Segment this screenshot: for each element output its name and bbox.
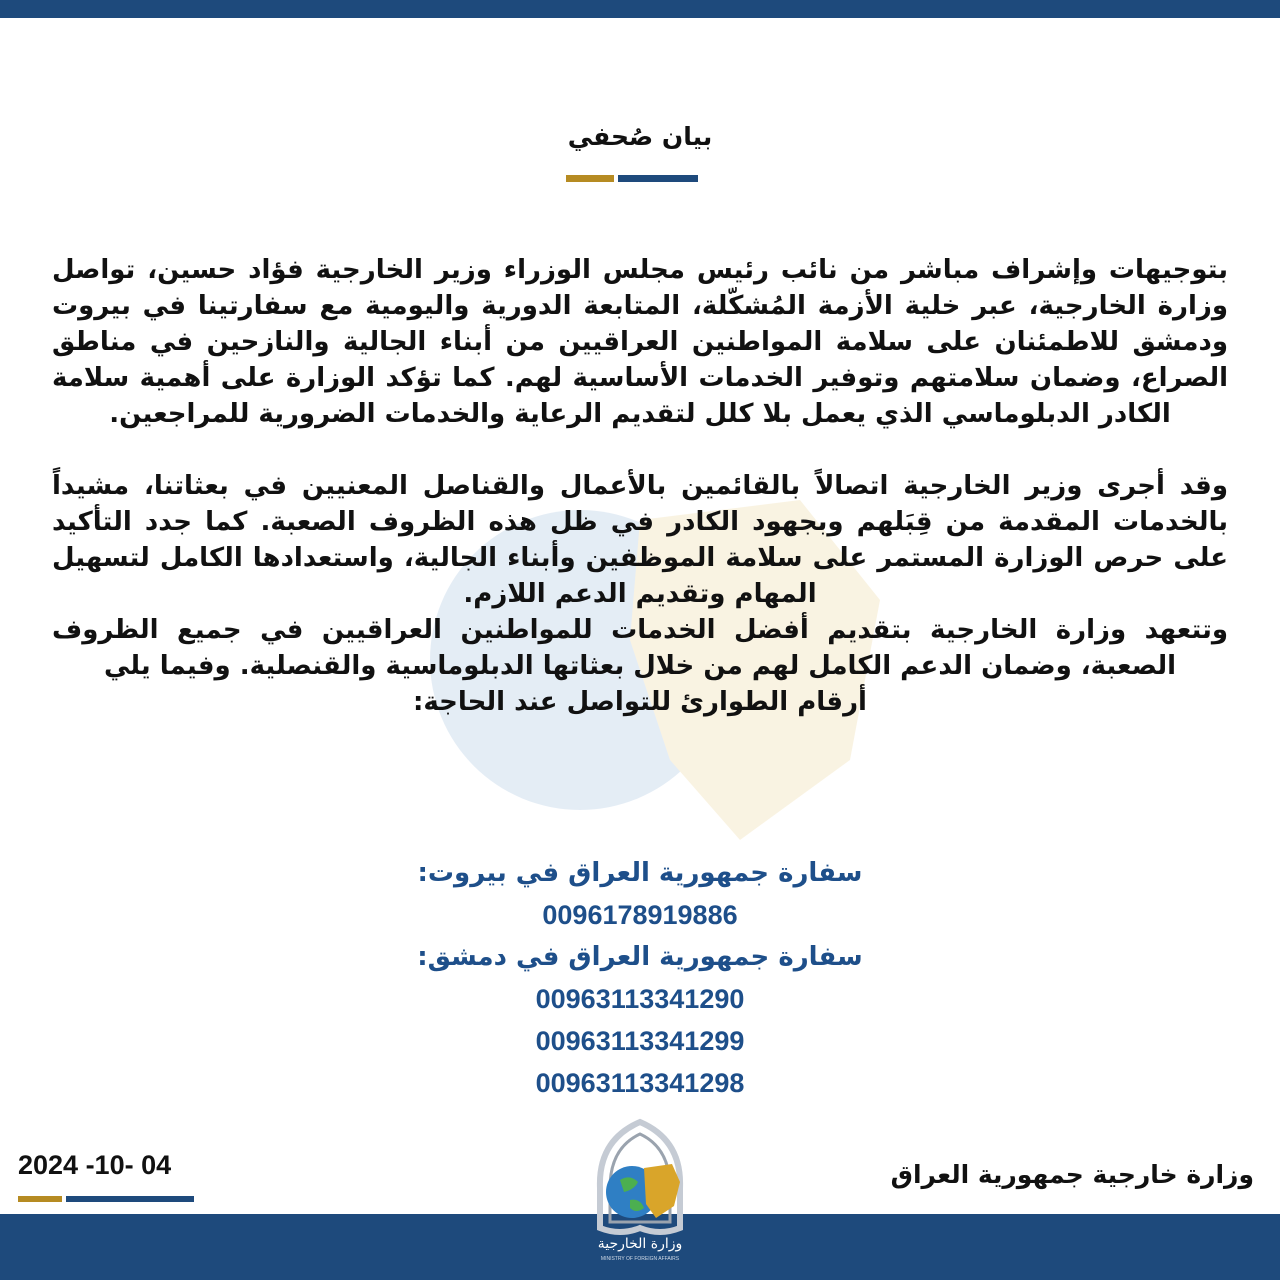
damascus-phone-2[interactable]: 00963113341299 [535, 1026, 745, 1056]
date-rule-blue [66, 1196, 194, 1202]
statement-title: بيان صُحفي [567, 122, 713, 151]
title-rule-blue [618, 175, 698, 182]
paragraph-3: وتتعهد وزارة الخارجية بتقديم أفضل الخدمات للمواطنين العراقيين في جميع الظروف الصعبة، وضمان الدعم الكامل لهم من خلال بعثاتها الدبلوماسية والقنصلية. وفيما يلي [52, 615, 1228, 681]
damascus-phone-3[interactable]: 00963113341298 [535, 1068, 745, 1098]
damascus-phone-1[interactable]: 00963113341290 [535, 984, 745, 1014]
title-rule-gold [566, 175, 614, 182]
paragraph-2: وقد أجرى وزير الخارجية اتصالاً بالقائمين بالأعمال والقناصل المعنيين في بعثاتنا، مشيداً بالخدمات المقدمة من قِبَلهم وبجهود الكادر في ظل هذه الظروف الصعبة. كما جدد التأكيد على حرص الوزارة المستمر على سلامة الموظفين وأبناء الجالية، واستعدادها الكامل لتسهيل المهام وتقديم الدعم اللازم. [52, 471, 1228, 609]
emergency-numbers-lead: أرقام الطوارئ للتواصل عند الحاجة: [413, 687, 867, 717]
paragraph-1: بتوجيهات وإشراف مباشر من نائب رئيس مجلس الوزراء وزير الخارجية فؤاد حسين، تواصل وزارة الخارجية، عبر خلية الأزمة المُشكّلة، المتابعة الدورية واليومية مع سفارتينا في بيروت ودمشق للاطمئنان على سلامة المواطنين العراقيين من أبناء الجالية والنازحين في مناطق الصراع، وضمان سلامتهم وتوفير الخدمات الأساسية لهم. كما تؤكد الوزارة على أهمية سلامة الكادر الدبلوماسي الذي يعمل بلا كلل لتقديم الرعاية والخدمات الضرورية للمراجعين. [52, 255, 1228, 429]
emblem-caption: وزارة الخارجية [597, 1236, 683, 1252]
statement-body [52, 252, 1228, 720]
beirut-embassy-label: سفارة جمهورية العراق في بيروت: [417, 858, 863, 888]
date-rule-gold [18, 1196, 62, 1202]
damascus-embassy-label: سفارة جمهورية العراق في دمشق: [417, 942, 863, 972]
beirut-phone[interactable]: 0096178919886 [542, 900, 738, 930]
emergency-contacts [340, 852, 940, 1104]
ministry-name: وزارة خارجية جمهورية العراق [890, 1160, 1254, 1189]
emblem-subcaption: MINISTRY OF FOREIGN AFFAIRS [600, 1256, 680, 1262]
top-bar [0, 0, 1280, 18]
statement-date: 2024 -10- 04 [18, 1150, 172, 1180]
